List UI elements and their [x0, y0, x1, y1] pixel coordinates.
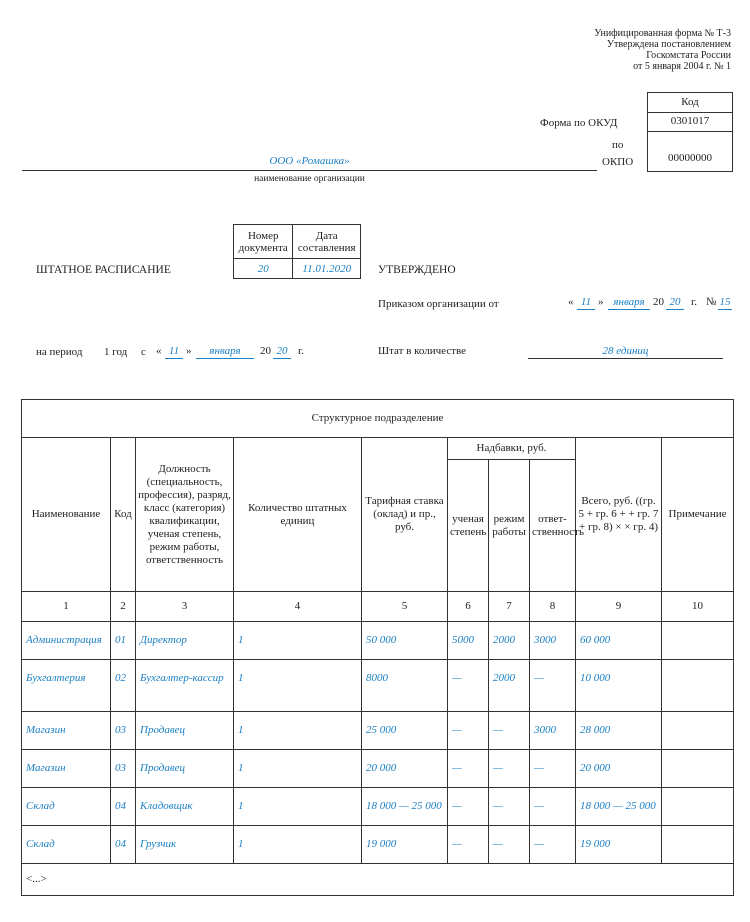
- quote-close: »: [186, 345, 192, 357]
- table-row: [22, 788, 734, 826]
- table-row: [22, 750, 734, 788]
- period-year-underline: [273, 358, 291, 359]
- order-year-underline: [666, 309, 684, 310]
- header-mode: режим работы: [489, 460, 530, 592]
- header-degree: ученая степень: [448, 460, 489, 592]
- cell-responsibility: —: [530, 660, 576, 712]
- cell-rate: 50 000: [362, 622, 448, 660]
- form-header-line: от 5 января 2004 г. № 1: [633, 61, 731, 72]
- document-number-table: [233, 224, 361, 279]
- column-number: 3: [136, 592, 234, 622]
- header-position: Должность (специальность, профессия), разряд, класс (категория) квалификации, ученая степень, режим работы, ответственность: [136, 438, 234, 592]
- cell-name: Магазин: [22, 750, 111, 788]
- cell-name: Администрация: [22, 622, 111, 660]
- order-month-underline: [608, 309, 650, 310]
- organization-name: ООО «Ромашка»: [269, 155, 350, 167]
- cell-rate: 18 000 — 25 000: [362, 788, 448, 826]
- cell-total: 18 000 — 25 000: [576, 788, 662, 826]
- cell-degree: 5000: [448, 622, 489, 660]
- period-month: января: [209, 345, 241, 357]
- document-date-header: Дата составления: [293, 225, 361, 259]
- column-number: 8: [530, 592, 576, 622]
- table-row: [22, 712, 734, 750]
- cell-rate: 8000: [362, 660, 448, 712]
- order-number-label: №: [706, 296, 717, 308]
- period-label: на период: [36, 346, 83, 358]
- header-allowances: Надбавки, руб.: [448, 438, 576, 460]
- order-year-prefix: 20: [653, 296, 664, 308]
- cell-mode: 2000: [489, 622, 530, 660]
- document-date-value: 11.01.2020: [293, 259, 361, 279]
- column-number: 9: [576, 592, 662, 622]
- ellipsis-row: <...>: [22, 864, 734, 896]
- cell-rate: 19 000: [362, 826, 448, 864]
- codes-box: [647, 92, 733, 172]
- order-year: 20: [669, 296, 681, 308]
- cell-note: [662, 712, 734, 750]
- staff-underline: [528, 358, 723, 359]
- organization-caption: наименование организации: [254, 174, 365, 184]
- column-number: 5: [362, 592, 448, 622]
- cell-responsibility: —: [530, 788, 576, 826]
- order-day-underline: [577, 309, 595, 310]
- order-number: 15: [719, 296, 731, 308]
- period-month-underline: [196, 358, 254, 359]
- column-number: 6: [448, 592, 489, 622]
- code-header: Код: [648, 93, 732, 113]
- cell-units: 1: [234, 750, 362, 788]
- cell-units: 1: [234, 712, 362, 750]
- period-from: с: [141, 346, 146, 358]
- header-units: Количество штатных единиц: [234, 438, 362, 592]
- cell-units: 1: [234, 622, 362, 660]
- order-label: Приказом организации от: [378, 298, 499, 310]
- cell-responsibility: 3000: [530, 622, 576, 660]
- header-code: Код: [111, 438, 136, 592]
- cell-note: [662, 622, 734, 660]
- cell-total: 19 000: [576, 826, 662, 864]
- cell-total: 60 000: [576, 622, 662, 660]
- quote-open: «: [568, 296, 574, 308]
- okud-label: Форма по ОКУД: [540, 117, 618, 129]
- cell-degree: —: [448, 826, 489, 864]
- form-header-line: Утверждена постановлением: [606, 39, 731, 50]
- cell-total: 10 000: [576, 660, 662, 712]
- cell-name: Бухгалтерия: [22, 660, 111, 712]
- cell-code: 01: [111, 622, 136, 660]
- cell-code: 03: [111, 712, 136, 750]
- form-header-line: Унифицированная форма № Т-3: [594, 28, 731, 39]
- cell-responsibility: —: [530, 750, 576, 788]
- table-row: [22, 826, 734, 864]
- cell-position: Директор: [136, 622, 234, 660]
- order-number-underline: [718, 309, 732, 310]
- po-label: по: [612, 139, 624, 151]
- cell-mode: —: [489, 788, 530, 826]
- section-header: Структурное подразделение: [22, 400, 734, 438]
- cell-units: 1: [234, 660, 362, 712]
- cell-responsibility: —: [530, 826, 576, 864]
- cell-rate: 25 000: [362, 712, 448, 750]
- cell-mode: —: [489, 750, 530, 788]
- okpo-label: ОКПО: [602, 156, 634, 168]
- column-number: 10: [662, 592, 734, 622]
- order-day: 11: [580, 296, 592, 308]
- approved-label: УТВЕРЖДЕНО: [378, 264, 456, 276]
- column-number: 2: [111, 592, 136, 622]
- header-name: Наименование: [22, 438, 111, 592]
- cell-position: Продавец: [136, 712, 234, 750]
- okpo-code: 00000000: [668, 152, 712, 164]
- table-row: [22, 660, 734, 712]
- cell-name: Склад: [22, 826, 111, 864]
- cell-total: 20 000: [576, 750, 662, 788]
- staff-value: 28 единиц: [602, 345, 649, 357]
- cell-code: 03: [111, 750, 136, 788]
- document-title: ШТАТНОЕ РАСПИСАНИЕ: [36, 264, 171, 276]
- form-header-line: Госкомстата России: [646, 50, 731, 61]
- column-number: 4: [234, 592, 362, 622]
- cell-position: Кладовщик: [136, 788, 234, 826]
- staff-schedule-table: [21, 399, 734, 896]
- cell-mode: —: [489, 712, 530, 750]
- form-header: [511, 28, 731, 72]
- period-day: 11: [168, 345, 180, 357]
- cell-mode: —: [489, 826, 530, 864]
- quote-close: »: [598, 296, 604, 308]
- cell-degree: —: [448, 712, 489, 750]
- cell-mode: 2000: [489, 660, 530, 712]
- order-month: января: [613, 296, 645, 308]
- staff-label: Штат в количестве: [378, 345, 467, 357]
- quote-open: «: [156, 345, 162, 357]
- cell-note: [662, 826, 734, 864]
- period-day-underline: [165, 358, 183, 359]
- period-year-suffix: г.: [298, 345, 305, 357]
- cell-degree: —: [448, 750, 489, 788]
- cell-name: Склад: [22, 788, 111, 826]
- header-rate: Тарифная ставка (оклад) и пр., руб.: [362, 438, 448, 592]
- cell-code: 04: [111, 826, 136, 864]
- cell-position: Грузчик: [136, 826, 234, 864]
- document-number-header: Номер документа: [234, 225, 293, 259]
- cell-responsibility: 3000: [530, 712, 576, 750]
- cell-units: 1: [234, 826, 362, 864]
- cell-name: Магазин: [22, 712, 111, 750]
- cell-total: 28 000: [576, 712, 662, 750]
- cell-note: [662, 788, 734, 826]
- organization-underline: [22, 170, 597, 171]
- period-year: 20: [276, 345, 288, 357]
- cell-degree: —: [448, 660, 489, 712]
- table-row: [22, 622, 734, 660]
- cell-rate: 20 000: [362, 750, 448, 788]
- column-number: 7: [489, 592, 530, 622]
- cell-code: 04: [111, 788, 136, 826]
- header-note: Примечание: [662, 438, 734, 592]
- cell-units: 1: [234, 788, 362, 826]
- cell-position: Бухгалтер-кассир: [136, 660, 234, 712]
- period-year-prefix: 20: [260, 345, 271, 357]
- okud-code: 0301017: [648, 112, 732, 132]
- header-responsibility: ответ-ственность: [530, 460, 576, 592]
- cell-note: [662, 660, 734, 712]
- cell-note: [662, 750, 734, 788]
- period-duration: 1 год: [104, 346, 128, 358]
- cell-degree: —: [448, 788, 489, 826]
- order-year-suffix: г.: [691, 296, 698, 308]
- header-total: Всего, руб. ((гр. 5 + гр. 6 + + гр. 7 + гр. 8) × × гр. 4): [576, 438, 662, 592]
- document-number-value: 20: [234, 259, 293, 279]
- cell-code: 02: [111, 660, 136, 712]
- column-number: 1: [22, 592, 111, 622]
- cell-position: Продавец: [136, 750, 234, 788]
